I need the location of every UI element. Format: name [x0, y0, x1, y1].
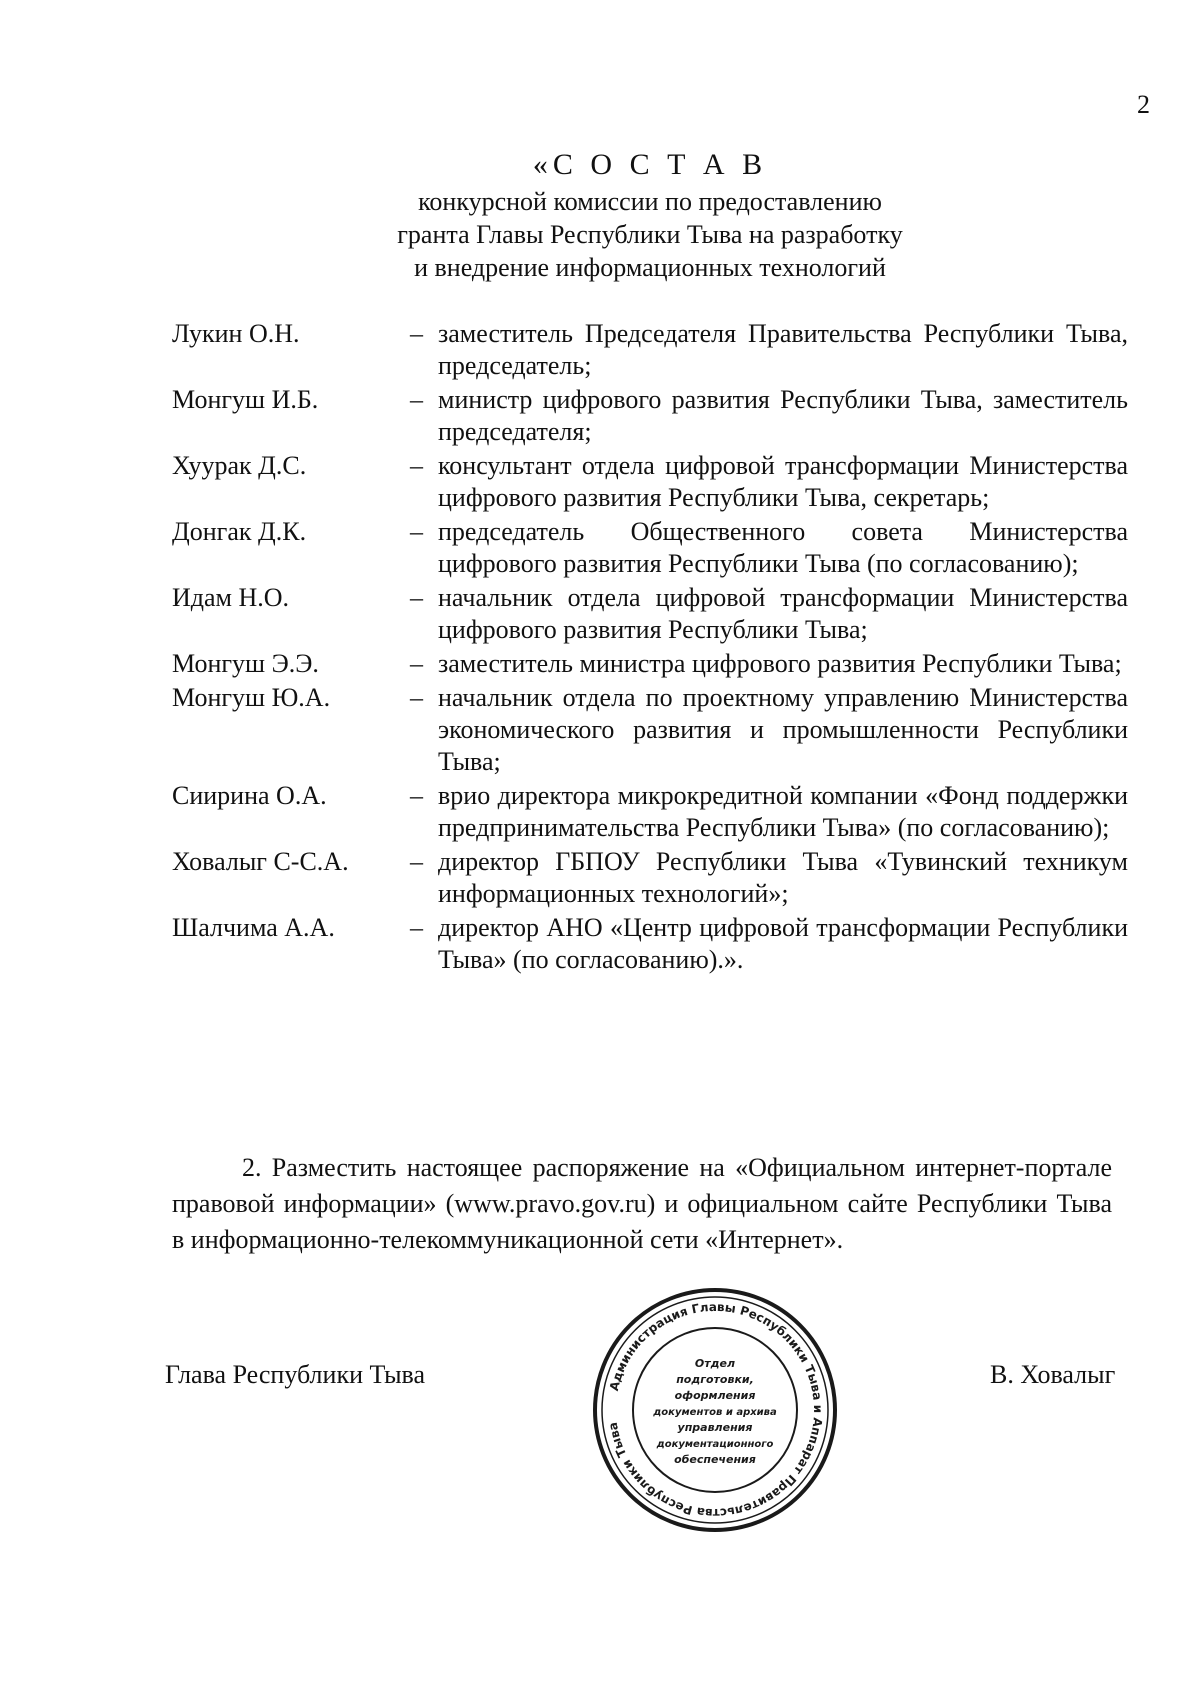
member-row	[0, 384, 1200, 448]
member-name: Лукин О.Н.	[172, 319, 300, 348]
member-role: начальник отдела по проектному управлению Министерства экономического развития и промышленности Республики Тыва;	[438, 683, 1128, 776]
member-name: Монгуш И.Б.	[172, 385, 319, 414]
member-role: заместитель министра цифрового развития Республики Тыва;	[438, 649, 1122, 678]
member-dash: –	[410, 583, 423, 612]
member-dash: –	[410, 385, 423, 414]
member-dash: –	[410, 847, 423, 876]
member-dash: –	[410, 649, 423, 678]
stamp-inner-line: управления	[677, 1421, 753, 1434]
member-row	[0, 846, 1200, 910]
member-dash: –	[410, 683, 423, 712]
title-main: «С О С Т А В	[532, 148, 768, 181]
member-role: председатель Общественного совета Министерства цифрового развития Республики Тыва (по согласованию);	[438, 517, 1128, 578]
member-name: Монгуш Э.Э.	[172, 649, 319, 678]
member-name: Донгак Д.К.	[172, 517, 307, 546]
title-line: гранта Главы Республики Тыва на разработку	[397, 220, 903, 249]
stamp-outer-text: Администрация Главы Республики Тыва и Аппарат Правительства Республики Тыва	[605, 1299, 826, 1521]
stamp-inner-line: документационного	[656, 1439, 774, 1450]
member-row	[0, 682, 1200, 778]
signature-position: Глава Республики Тыва	[165, 1360, 426, 1389]
page-number: 2	[1137, 90, 1150, 119]
stamp-inner-line: обеспечения	[674, 1453, 756, 1466]
member-row	[0, 912, 1200, 976]
member-name: Монгуш Ю.А.	[172, 683, 331, 712]
member-name: Идам Н.О.	[172, 583, 290, 612]
stamp-inner-line: Отдел	[694, 1357, 736, 1370]
title-line: конкурсной комиссии по предоставлению	[418, 187, 882, 216]
stamp-inner-line: подготовки,	[676, 1373, 754, 1386]
member-row	[0, 516, 1200, 580]
member-role: заместитель Председателя Правительства Республики Тыва, председатель;	[438, 319, 1128, 380]
member-dash: –	[410, 913, 423, 942]
commission-members-list	[0, 318, 1200, 978]
member-name: Хуурак Д.С.	[172, 451, 307, 480]
member-role: директор ГБПОУ Республики Тыва «Тувинский техникум информационных технологий»;	[438, 847, 1128, 908]
official-stamp-icon	[590, 1285, 840, 1535]
member-row	[0, 582, 1200, 646]
member-name: Ховалыг С-С.А.	[172, 847, 349, 876]
member-dash: –	[410, 781, 423, 810]
member-role: консультант отдела цифровой трансформации Министерства цифрового развития Республики Тыва, секретарь;	[438, 451, 1128, 512]
member-row	[0, 318, 1200, 382]
member-name: Сиирина О.А.	[172, 781, 327, 810]
title-block	[300, 145, 1000, 284]
member-row	[0, 450, 1200, 514]
member-row	[0, 648, 1200, 680]
member-role: министр цифрового развития Республики Тыва, заместитель председателя;	[438, 385, 1128, 446]
member-dash: –	[410, 319, 423, 348]
stamp-inner-line: оформления	[674, 1389, 756, 1402]
member-row	[0, 780, 1200, 844]
paragraph-2: 2. Разместить настоящее распоряжение на «Официальном интернет-портале правовой информации» (www.pravo.gov.ru) и официальном сайте Республики Тыва в информационно-телекоммуникационной сети «Интернет».	[172, 1153, 1112, 1254]
member-role: врио директора микрокредитной компании «Фонд поддержки предпринимательства Республики Тыва» (по согласованию);	[438, 781, 1128, 842]
title-line: и внедрение информационных технологий	[414, 253, 886, 282]
member-dash: –	[410, 451, 423, 480]
signature-name: В. Ховалыг	[990, 1360, 1116, 1389]
stamp-inner-line: документов и архива	[653, 1407, 777, 1418]
member-role: директор АНО «Центр цифровой трансформации Республики Тыва» (по согласованию).».	[438, 913, 1128, 974]
member-dash: –	[410, 517, 423, 546]
member-role: начальник отдела цифровой трансформации Министерства цифрового развития Республики Тыва;	[438, 583, 1128, 644]
member-name: Шалчима А.А.	[172, 913, 335, 942]
